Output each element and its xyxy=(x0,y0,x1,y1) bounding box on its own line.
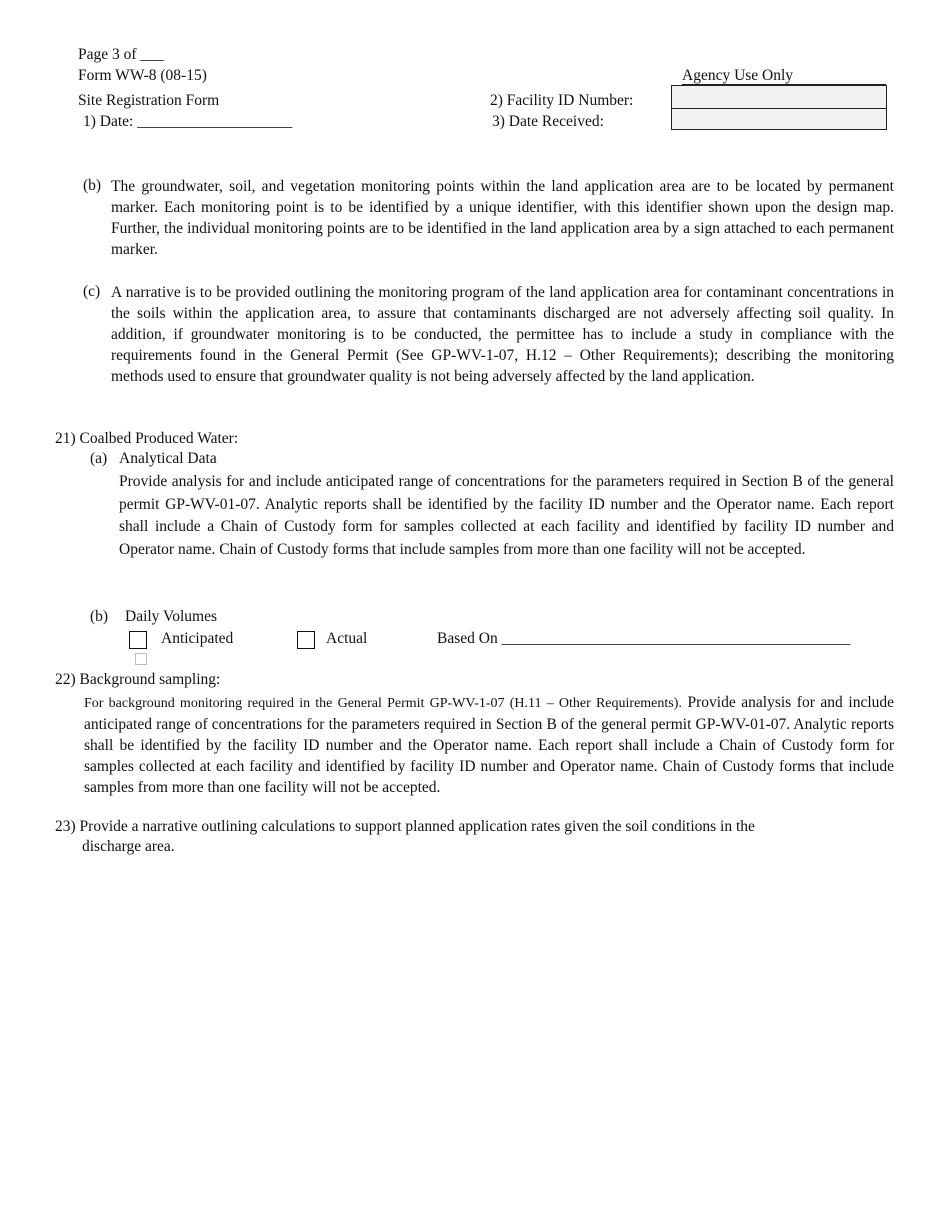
item22-heading: 22) Background sampling: xyxy=(55,671,221,688)
date-label: 1) Date: ____________________ xyxy=(83,113,293,130)
agency-use-label: Agency Use Only xyxy=(682,67,886,85)
form-id: Form WW-8 (08-15) xyxy=(78,67,207,84)
item21-b-title: Daily Volumes xyxy=(125,608,218,625)
section-c-text: A narrative is to be provided outlining the monitoring program of the land application area for contaminant concentrations in the soils within the application area, to assure that contaminants discharged are not adversely affecting soil quality. In addition, if groundwater monitoring is to be conducted, the permittee has to include a study in compliance with the requirements found in the General Permit (See GP-WV-1-07, H.12 – Other Requirements); describing the monitoring methods used to ensure that groundwater quality is not being adversely affected by the land application. xyxy=(111,284,894,385)
item21-b-marker: (b) xyxy=(90,608,109,625)
item21-heading: 21) Coalbed Produced Water: xyxy=(55,430,239,447)
anticipated-checkbox[interactable] xyxy=(129,631,147,649)
section-b-text: The groundwater, soil, and vegetation monitoring points within the land application area are to be located by permanent marker. Each monitoring point is to be identified by a unique identifier, with this identifier shown upon the design map. Further, the individual monitoring points are to be identified in the land application area by a sign attached to each permanent marker. xyxy=(111,178,894,258)
form-field-checkbox[interactable] xyxy=(135,653,147,665)
actual-label: Actual xyxy=(326,630,368,647)
item22-text-small: For background monitoring required in the General Permit GP-WV-1-07 (H.11 – Other Requirements). xyxy=(84,696,682,711)
date-received-field[interactable] xyxy=(671,108,887,130)
based-on-field[interactable]: Based On _____________________________________________ xyxy=(437,630,851,647)
anticipated-label: Anticipated xyxy=(161,630,234,647)
form-title: Site Registration Form xyxy=(78,92,220,109)
item21-a-title: Analytical Data xyxy=(119,450,217,467)
facility-id-label: 2) Facility ID Number: xyxy=(490,92,634,109)
item23-line1: 23) Provide a narrative outlining calculations to support planned application rates given the soil conditions in the xyxy=(55,818,755,835)
actual-checkbox[interactable] xyxy=(297,631,315,649)
item23-line2: discharge area. xyxy=(82,838,175,855)
item22-text-main: Provide analysis for and include anticipated range of concentrations for the parameters required in Section B of the general permit GP-WV-01-07. Analytic reports shall be identified by the facility ID number and the Operator name. Each report shall include a Chain of Custody form for samples collected at each facility and identified by facility ID number and Operator name. Chain of Custody forms that include samples from more than one facility will not be accepted. xyxy=(84,694,895,796)
date-received-label: 3) Date Received: xyxy=(492,113,604,130)
facility-id-field[interactable] xyxy=(671,85,887,109)
section-b-marker: (b) xyxy=(83,177,102,194)
page-number: Page 3 of ___ xyxy=(78,46,164,63)
section-c-marker: (c) xyxy=(83,283,101,300)
item21-a-marker: (a) xyxy=(90,450,108,467)
item22-text xyxy=(84,692,894,798)
item21-a-text: Provide analysis for and include anticipated range of concentrations for the parameters required in Section B of the general permit GP-WV-01-07. Analytic reports shall be identified by the facility ID number and the Operator name. Each report shall include a Chain of Custody form for samples collected at each facility and identified by facility ID number and Operator name. Chain of Custody forms that include samples from more than one facility will not be accepted. xyxy=(119,473,894,558)
